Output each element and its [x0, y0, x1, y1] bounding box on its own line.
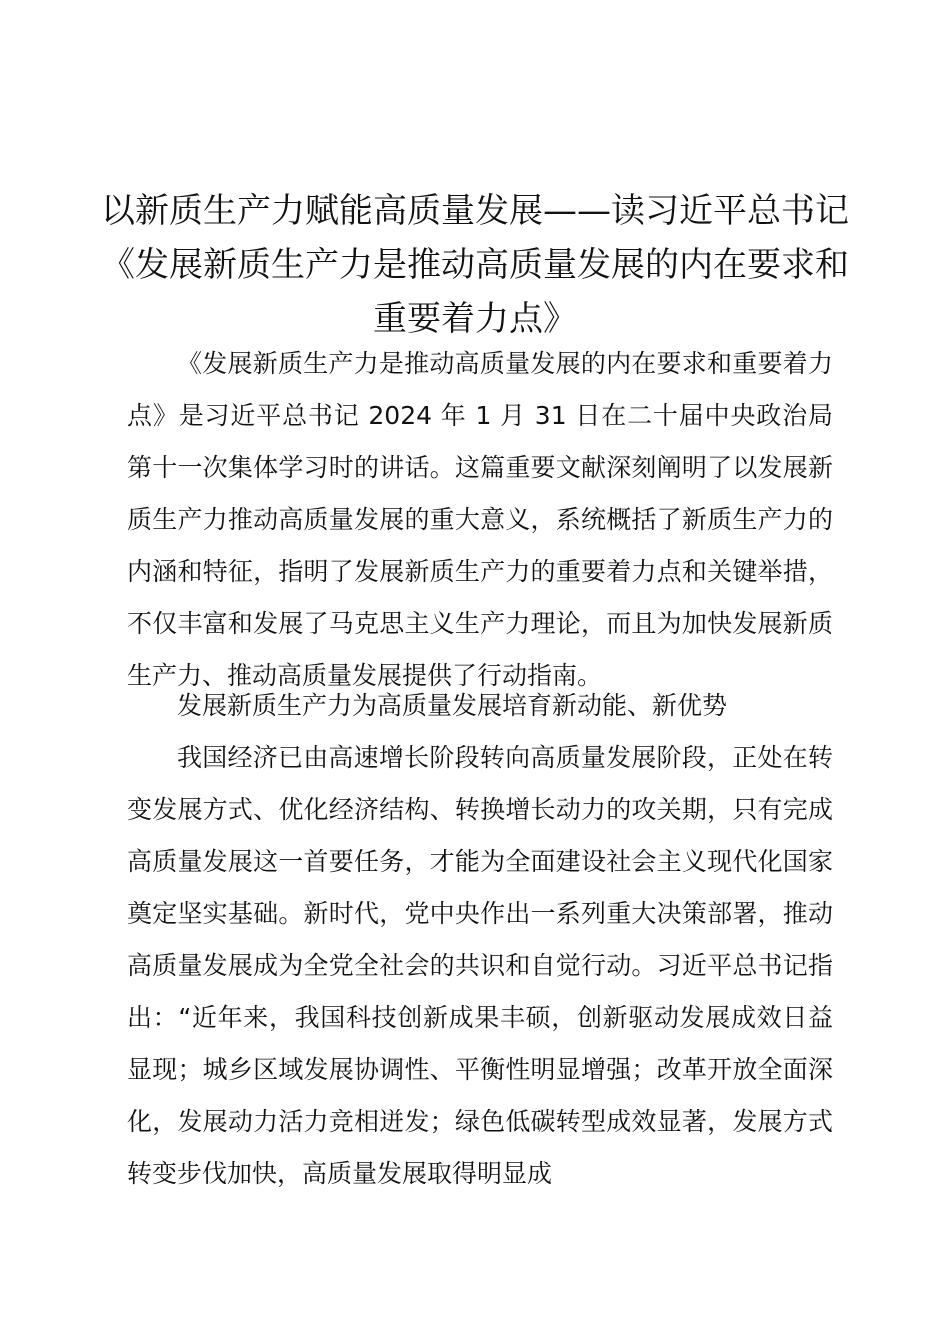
- document-title: 以新质生产力赋能高质量发展——读习近平总书记《发展新质生产力是推动高质量发展的内在要求和重要着力点》: [101, 191, 849, 339]
- section-heading: 发展新质生产力为高质量发展培育新动能、新优势: [177, 691, 728, 720]
- intro-paragraph: 《发展新质生产力是推动高质量发展的内在要求和重要着力点》是习近平总书记 2024 年 1 月 31 日在二十届中央政治局第十一次集体学习时的讲话。这篇重要文献深刻阐明了以发展新质生产力推动高质量发展的重大意义，系统概括了新质生产力的内涵和特征，指明了发展新质生产力的重要着力点和关键举措，不仅丰富和发展了马克思主义生产力理论，而且为加快发展新质生产力、推动高质量发展提供了行动指南。: [127, 349, 833, 690]
- body-paragraph: 我国经济已由高速增长阶段转向高质量发展阶段，正处在转变发展方式、优化经济结构、转换增长动力的攻关期，只有完成高质量发展这一首要任务，才能为全面建设社会主义现代化国家奠定坚实基础。新时代，党中央作出一系列重大决策部署，推动高质量发展成为全党全社会的共识和自觉行动。习近平总书记指出：“近年来，我国科技创新成果丰硕，创新驱动发展成效日益显现；城乡区域发展协调性、平衡性明显增强；改革开放全面深化，发展动力活力竞相迸发；绿色低碳转型成效显著，发展方式转变步伐加快，高质量发展取得明显成: [127, 743, 833, 1188]
